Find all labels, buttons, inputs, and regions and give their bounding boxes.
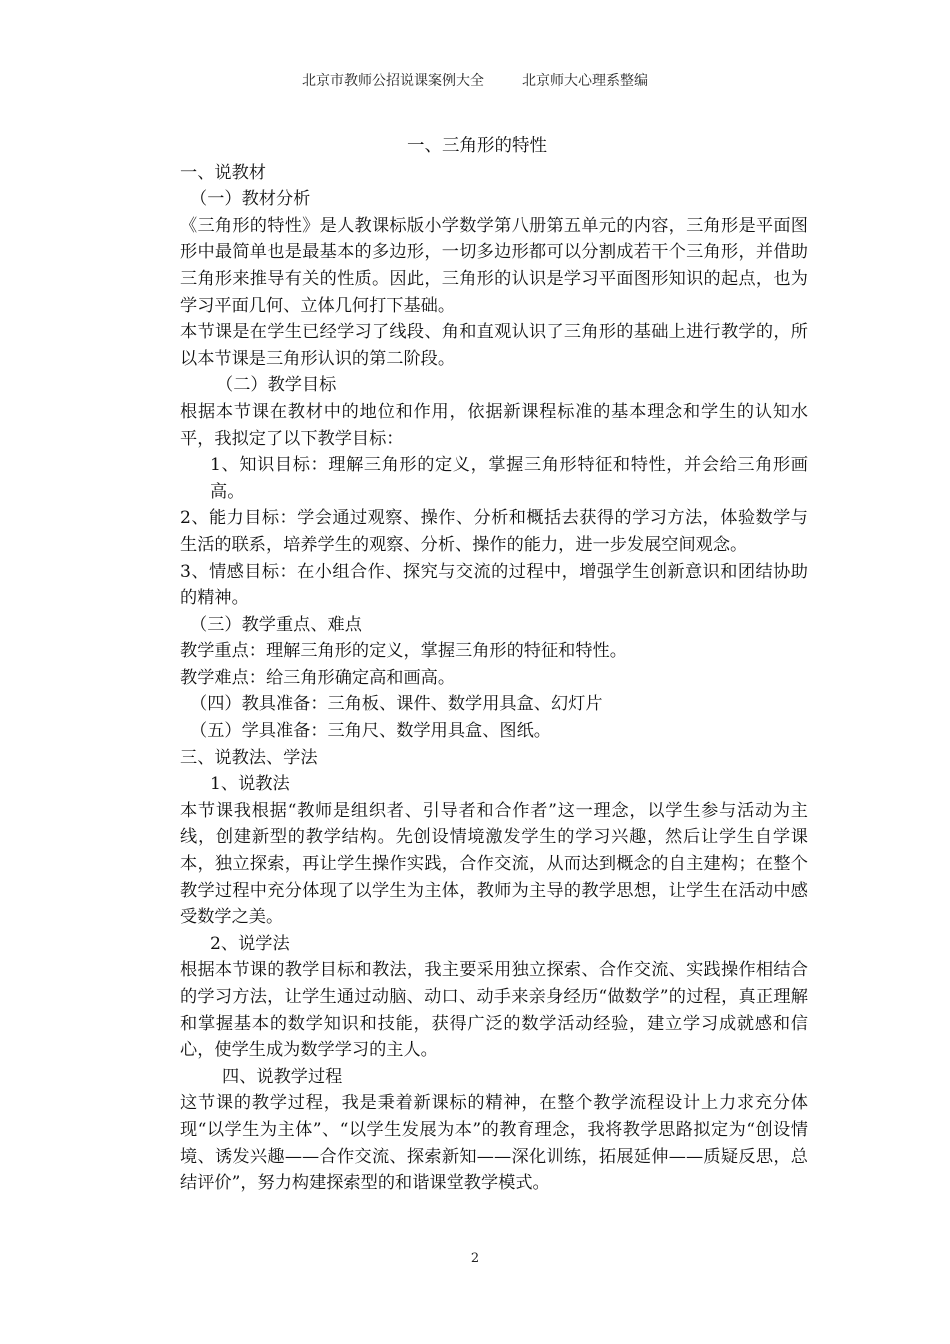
document-body [146, 133, 808, 1197]
paragraph: 教学难点：给三角形确定高和画高。 [180, 667, 456, 688]
paragraph: 2、说学法 [210, 933, 290, 954]
paragraph: 根据本节课的教学目标和教法，我主要采用独立探索、合作交流、实践操作相结合的学习方法，让学生通过动脑、动口、动手来亲身经历“做数学”的过程，真正理解和掌握基本的数学知识和技能，获得广泛的数学活动经验，建立学习成就感和信心，使学生成为数学学习的主人。 [180, 960, 808, 1061]
page-footer [0, 1251, 950, 1266]
paragraph: 根据本节课在教材中的地位和作用，依据新课程标准的基本理念和学生的认知水平，我拟定了以下教学目标： [180, 401, 808, 449]
document-title: 一、三角形的特性 [407, 136, 547, 156]
paragraph: 1、说教法 [210, 774, 290, 795]
paragraph: 本节课是在学生已经学习了线段、角和直观认识了三角形的基础上进行教学的，所以本节课是三角形认识的第二阶段。 [180, 322, 808, 369]
paragraph: 教学重点：理解三角形的定义，掌握三角形的特征和特性。 [180, 641, 627, 662]
paragraph: （一）教材分析 [190, 189, 311, 210]
page-header [0, 70, 950, 90]
paragraph: 《三角形的特性》是人教课标版小学数学第八册第五单元的内容，三角形是平面图形中最简单也是最基本的多边形，一切多边形都可以分割成若干个三角形，并借助三角形来推导有关的性质。因此，三角形的认识是学习平面图形知识的起点，也为学习平面几何、立体几何打下基础。 [180, 215, 808, 316]
paragraph: 三、说教法、学法 [180, 747, 318, 768]
paragraph: 一、说教材 [180, 162, 266, 183]
paragraph: 本节课我根据“教师是组织者、引导者和合作者”这一理念，以学生参与活动为主线，创建新型的教学结构。先创设情境激发学生的学习兴趣，然后让学生自学课本，独立探索，再让学生操作实践，合作交流，从而达到概念的自主建构；在整个教学过程中充分体现了以学生为主体，教师为主导的教学思想，让学生在活动中感受数学之美。 [180, 800, 808, 928]
header-left-text: 北京市教师公招说课案例大全 [302, 73, 484, 89]
paragraph: 这节课的教学过程，我是秉着新课标的精神，在整个教学流程设计上力求充分体现“以学生为主体”、“以学生发展为本”的教育理念，我将教学思路拟定为“创设情境、诱发兴趣——合作交流、探索新知——深化训练，拓展延伸——质疑反思，总结评价”，努力构建探索型的和谐课堂教学模式。 [180, 1093, 808, 1194]
paragraph: （五）学具准备：三角尺、数学用具盒、图纸。 [190, 721, 551, 742]
paragraph: 1、知识目标：理解三角形的定义，掌握三角形特征和特性，并会给三角形画高。 [210, 455, 808, 502]
paragraph: （三）教学重点、难点 [190, 614, 362, 635]
page-number: 2 [470, 1251, 480, 1266]
paragraph: （四）教具准备：三角板、课件、数学用具盒、幻灯片 [190, 694, 603, 715]
paragraph: 2、能力目标：学会通过观察、操作、分析和概括去获得的学习方法，体验数学与生活的联系，培养学生的观察、分析、操作的能力，进一步发展空间观念。 [180, 508, 808, 555]
paragraph: 3、情感目标：在小组合作、探究与交流的过程中，增强学生创新意识和团结协助的精神。 [180, 561, 808, 609]
paragraph: （二）教学目标 [216, 375, 337, 396]
paragraph: 四、说教学过程 [222, 1066, 343, 1087]
paragraph-list [146, 160, 808, 1197]
header-right-text: 北京师大心理系整编 [522, 73, 648, 89]
